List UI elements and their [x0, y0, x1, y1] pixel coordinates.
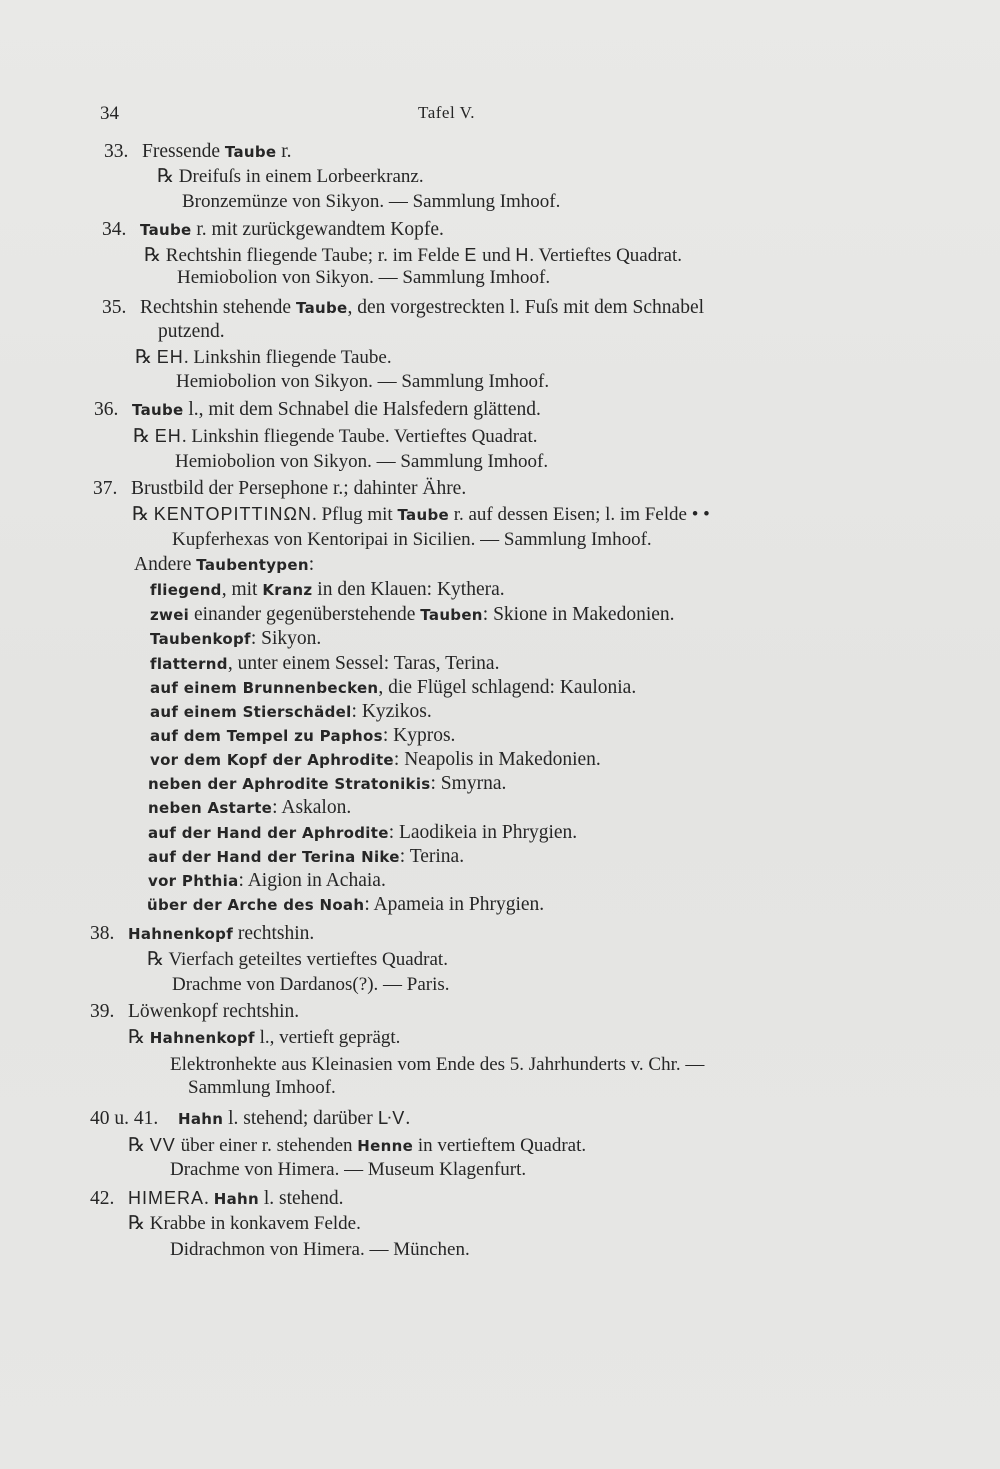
types-list-item: neben der Aphrodite Stratonikis: Smyrna. — [148, 773, 507, 794]
entry-number: 34. — [102, 219, 127, 240]
types-list-item: über der Arche des Noah: Apameia in Phrygien. — [147, 894, 545, 915]
entry-37-reverse: ℞ KENTOPITTINΩN. Pflug mit Taube r. auf dessen Eisen; l. im Felde • • — [132, 504, 710, 525]
page-header — [100, 103, 800, 127]
entry-number: 35. — [102, 297, 127, 318]
entry-38-heading: 38. Hahnenkopf rechtshin. — [90, 923, 315, 944]
types-list-item: auf der Hand der Terina Nike: Terina. — [148, 846, 465, 867]
entry-37-heading: 37. Brustbild der Persephone r.; dahinter Ähre. — [93, 478, 467, 499]
types-list-item: auf einem Brunnenbecken, die Flügel schlagend: Kaulonia. — [150, 677, 637, 698]
entry-36-source: Hemiobolion von Sikyon. — Sammlung Imhoof. — [175, 451, 549, 472]
entry-33-source: Bronzemünze von Sikyon. — Sammlung Imhoof. — [182, 191, 561, 212]
entry-number: 40 u. 41. — [90, 1108, 159, 1129]
entry-38-reverse: ℞ Vierfach geteiltes vertieftes Quadrat. — [147, 949, 448, 970]
page-number: 34 — [100, 103, 119, 124]
entry-33-heading: 33. Fressende Taube r. — [104, 141, 292, 162]
entry-number: 36. — [94, 399, 119, 420]
types-intro: Andere Taubentypen: — [134, 554, 315, 575]
running-title: Tafel V. — [418, 103, 475, 122]
types-list-item: auf der Hand der Aphrodite: Laodikeia in Phrygien. — [148, 822, 578, 843]
types-list-item: zwei einander gegenüberstehende Tauben: Skione in Makedonien. — [150, 604, 675, 625]
entry-number: 33. — [104, 141, 129, 162]
entry-38-source: Drachme von Dardanos(?). — Paris. — [172, 974, 450, 995]
entry-42-heading: 42. HIMERA. Hahn l. stehend. — [90, 1188, 344, 1209]
entry-35-source: Hemiobolion von Sikyon. — Sammlung Imhoof. — [176, 371, 550, 392]
entry-number: 38. — [90, 923, 115, 944]
entry-36-reverse: ℞ EH. Linkshin fliegende Taube. Vertieftes Quadrat. — [133, 426, 538, 447]
entry-35-heading-cont: putzend. — [158, 321, 225, 342]
entry-number: 39. — [90, 1001, 115, 1022]
entry-39-reverse: ℞ Hahnenkopf l., vertieft geprägt. — [128, 1027, 401, 1048]
entry-35-reverse: ℞ EH. Linkshin fliegende Taube. — [135, 347, 392, 368]
entry-number: 42. — [90, 1188, 115, 1209]
types-list-item: vor dem Kopf der Aphrodite: Neapolis in Makedonien. — [150, 749, 601, 770]
types-list-item: auf dem Tempel zu Paphos: Kypros. — [150, 725, 456, 746]
entry-34-source: Hemiobolion von Sikyon. — Sammlung Imhoof. — [177, 267, 551, 288]
entry-40-41-reverse: ℞ VV über einer r. stehenden Henne in vertieftem Quadrat. — [128, 1135, 587, 1156]
entry-39-source-cont: Sammlung Imhoof. — [188, 1077, 336, 1098]
types-list-item: fliegend, mit Kranz in den Klauen: Kythera. — [150, 579, 505, 600]
entry-number: 37. — [93, 478, 118, 499]
entry-35-heading: 35. Rechtshin stehende Taube, den vorgestreckten l. Fuſs mit dem Schnabel — [102, 297, 705, 318]
entry-39-heading: 39. Löwenkopf rechtshin. — [90, 1001, 300, 1022]
entry-34-heading: 34. Taube r. mit zurückgewandtem Kopfe. — [102, 219, 444, 240]
entry-42-source: Didrachmon von Himera. — München. — [170, 1239, 470, 1260]
entry-37-source: Kupferhexas von Kentoripai in Sicilien. — Sammlung Imhoof. — [172, 529, 652, 550]
types-list-item: vor Phthia: Aigion in Achaia. — [148, 870, 386, 891]
types-list-item: flatternd, unter einem Sessel: Taras, Terina. — [150, 653, 500, 674]
entry-34-reverse: ℞ Rechtshin fliegende Taube; r. im Felde E und H. Vertieftes Quadrat. — [144, 245, 683, 266]
entry-42-reverse: ℞ Krabbe in konkavem Felde. — [128, 1213, 361, 1234]
entry-36-heading: 36. Taube l., mit dem Schnabel die Halsfedern glättend. — [94, 399, 541, 420]
types-list-item: auf einem Stierschädel: Kyzikos. — [150, 701, 432, 722]
types-list-item: Taubenkopf: Sikyon. — [150, 628, 322, 649]
entry-40-41-source: Drachme von Himera. — Museum Klagenfurt. — [170, 1159, 527, 1180]
entry-40-41-heading: 40 u. 41. Hahn l. stehend; darüber ᒷV. — [90, 1108, 411, 1129]
types-list-item: neben Astarte: Askalon. — [148, 797, 352, 818]
entry-39-source: Elektronhekte aus Kleinasien vom Ende des 5. Jahrhunderts v. Chr. — — [170, 1054, 705, 1075]
entry-33-reverse: ℞ Dreifuſs in einem Lorbeerkranz. — [157, 166, 424, 187]
